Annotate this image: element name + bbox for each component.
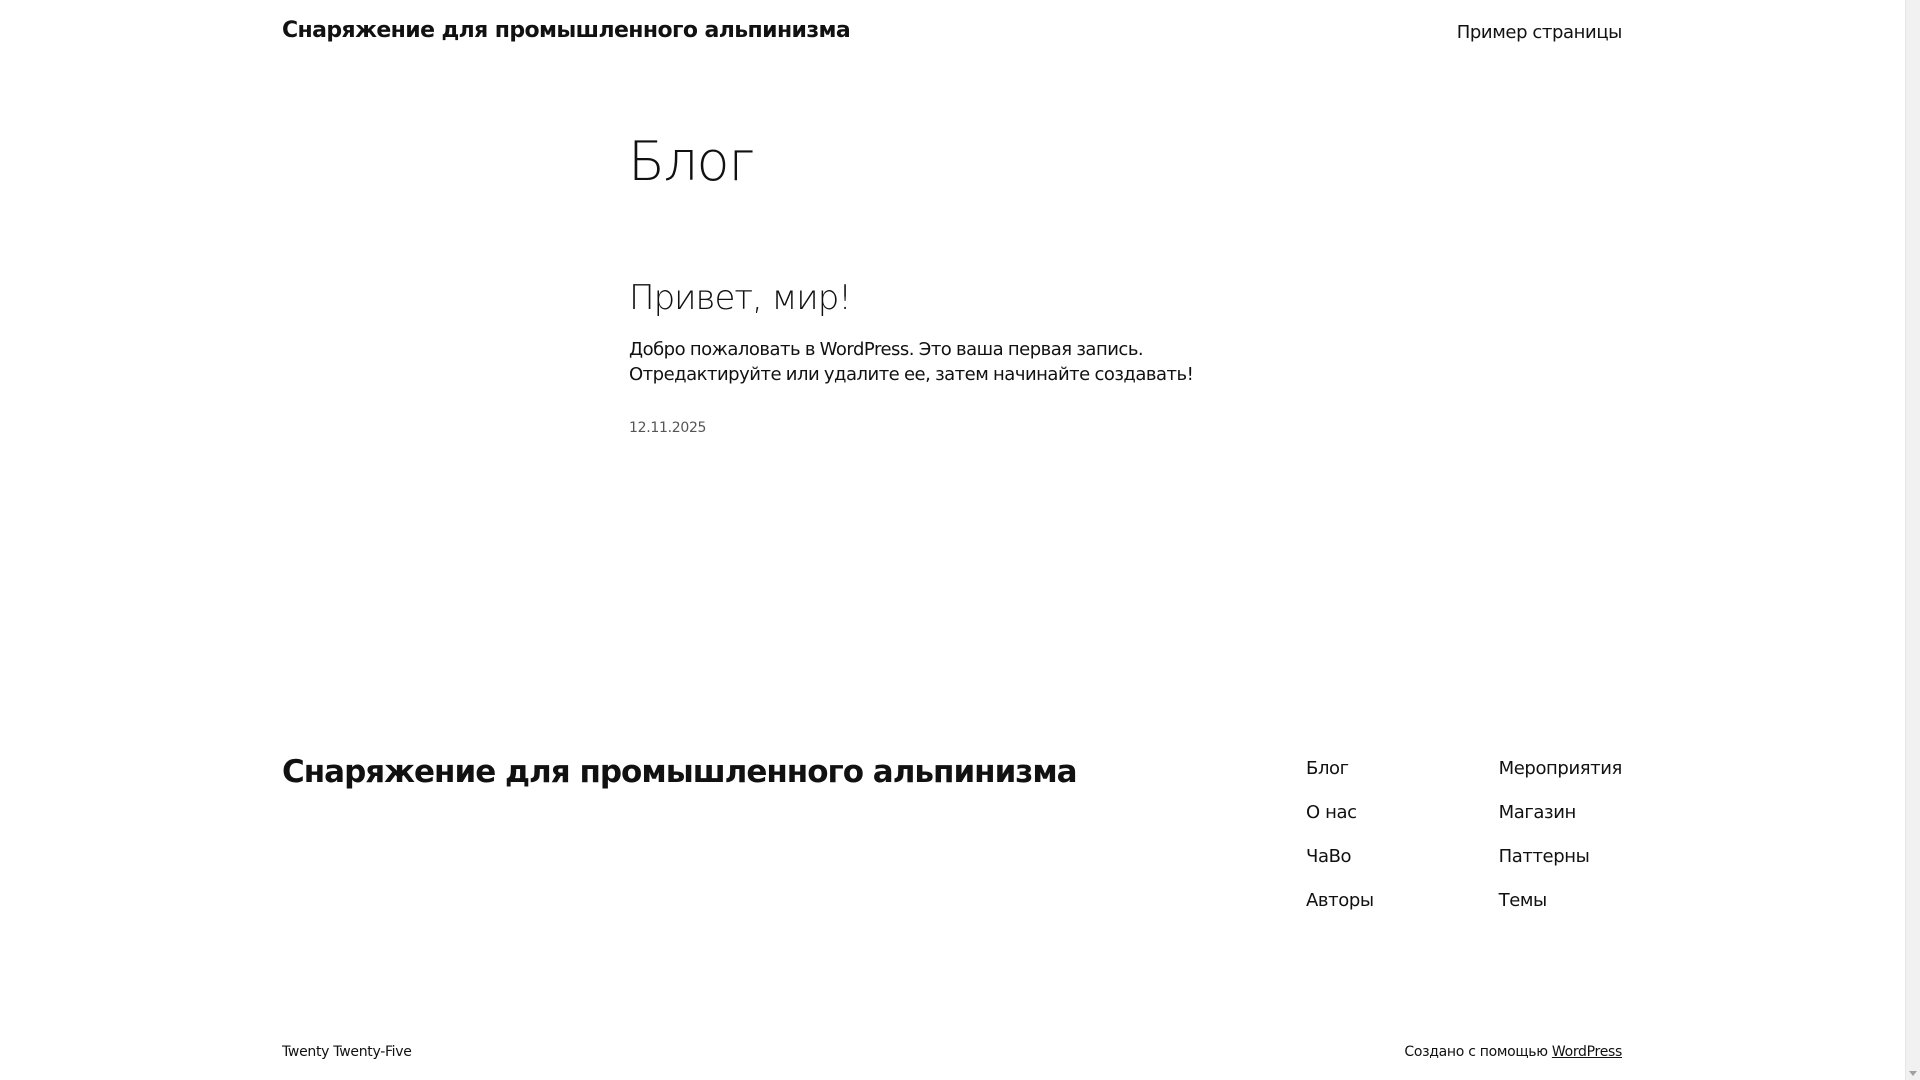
footer-nav-item[interactable]: Паттерны xyxy=(1498,846,1590,867)
footer-nav-item[interactable]: Магазин xyxy=(1498,802,1576,823)
post-title-link[interactable]: Привет, мир! xyxy=(629,278,851,318)
post-date[interactable]: 12.11.2025 xyxy=(629,420,707,436)
nav-item-sample-page[interactable]: Пример страницы xyxy=(1456,22,1622,43)
theme-credit: Twenty Twenty-Five xyxy=(282,1044,412,1060)
footer-nav-item[interactable]: Авторы xyxy=(1306,890,1374,911)
page-title: Блог xyxy=(628,130,754,193)
footer-nav-item[interactable]: Мероприятия xyxy=(1498,758,1622,779)
footer-nav-item[interactable]: Блог xyxy=(1306,758,1349,779)
chevron-down-icon[interactable] xyxy=(1909,1071,1917,1076)
footer-nav-column-1 xyxy=(1306,758,1374,934)
wordpress-link[interactable]: WordPress xyxy=(1551,1044,1622,1060)
vertical-scrollbar[interactable] xyxy=(1905,0,1920,1080)
powered-by-prefix: Создано с помощью xyxy=(1404,1044,1552,1060)
footer-nav-column-2 xyxy=(1499,758,1622,934)
footer-site-title-link[interactable]: Снаряжение для промышленного альпинизма xyxy=(282,754,1077,790)
footer-nav-item[interactable]: Темы xyxy=(1498,890,1547,911)
footer-nav-item[interactable]: О нас xyxy=(1306,802,1357,823)
powered-by xyxy=(1404,1044,1622,1060)
footer-nav-item[interactable]: ЧаВо xyxy=(1306,846,1352,867)
site-title-link[interactable]: Снаряжение для промышленного альпинизма xyxy=(282,18,851,43)
post-excerpt: Добро пожаловать в WordPress. Это ваша первая запись. Отредактируйте или удалите ее, затем начинайте создавать! xyxy=(629,339,1194,385)
